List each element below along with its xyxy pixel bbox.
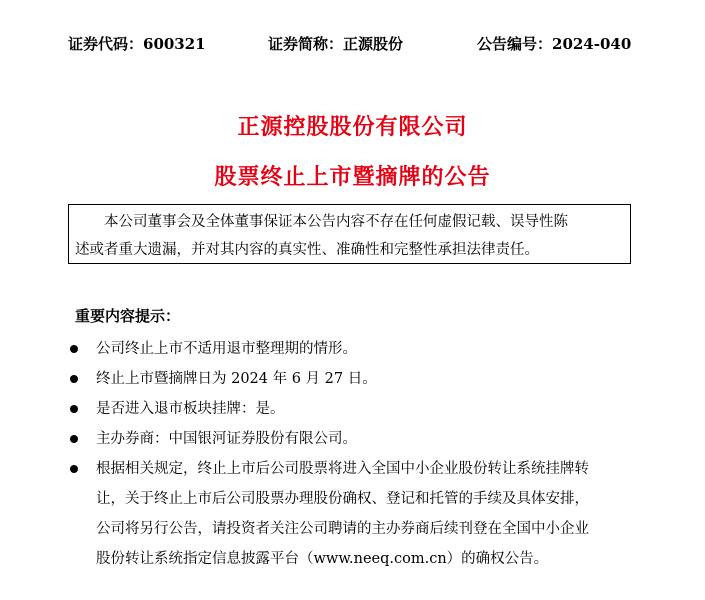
list-item-line: 股份转让系统指定信息披露平台（www.neeq.com.cn）的确权公告。 xyxy=(96,551,549,567)
list-item-line: 让，关于终止上市后公司股票办理股份确权、登记和托管的手续及具体安排， xyxy=(96,491,589,507)
document-header xyxy=(0,33,705,55)
list-item xyxy=(62,394,647,424)
bullet-icon xyxy=(70,435,78,443)
bullet-icon xyxy=(70,375,78,383)
highlights-heading: 重要内容提示： xyxy=(75,307,181,325)
board-statement-box xyxy=(68,204,631,264)
list-item-line: 公司将另行公告，请投资者关注公司聘请的主办券商后续刊登在全国中小企业 xyxy=(96,521,589,537)
list-item xyxy=(62,364,647,394)
stock-code: 证券代码：600321 xyxy=(68,35,206,53)
announcement-number: 公告编号：2024-040 xyxy=(477,35,632,53)
bullet-icon xyxy=(70,405,78,413)
company-title: 正源控股股份有限公司 xyxy=(237,115,468,140)
list-item-text: 是否进入退市板块挂牌：是。 xyxy=(96,401,285,417)
statement-line-1: 本公司董事会及全体董事保证本公告内容不存在任何虚假记载、误导性陈 xyxy=(104,214,568,230)
highlights-list xyxy=(62,334,647,574)
list-item-text: 终止上市暨摘牌日为 2024 年 6 月 27 日。 xyxy=(96,371,377,387)
stock-short-name: 证券简称：正源股份 xyxy=(268,35,404,53)
bullet-icon xyxy=(70,345,78,353)
list-item xyxy=(62,424,647,454)
list-item-line: 根据相关规定，终止上市后公司股票将进入全国中小企业股份转让系统挂牌转 xyxy=(96,461,589,477)
list-item xyxy=(62,454,647,574)
statement-line-2: 述或者重大遗漏，并对其内容的真实性、准确性和完整性承担法律责任。 xyxy=(75,242,539,258)
bullet-icon xyxy=(70,465,78,473)
list-item xyxy=(62,334,647,364)
list-item-text: 公司终止上市不适用退市整理期的情形。 xyxy=(96,341,357,357)
list-item-text: 主办券商：中国银河证券股份有限公司。 xyxy=(96,431,357,447)
notice-title: 股票终止上市暨摘牌的公告 xyxy=(214,165,491,190)
